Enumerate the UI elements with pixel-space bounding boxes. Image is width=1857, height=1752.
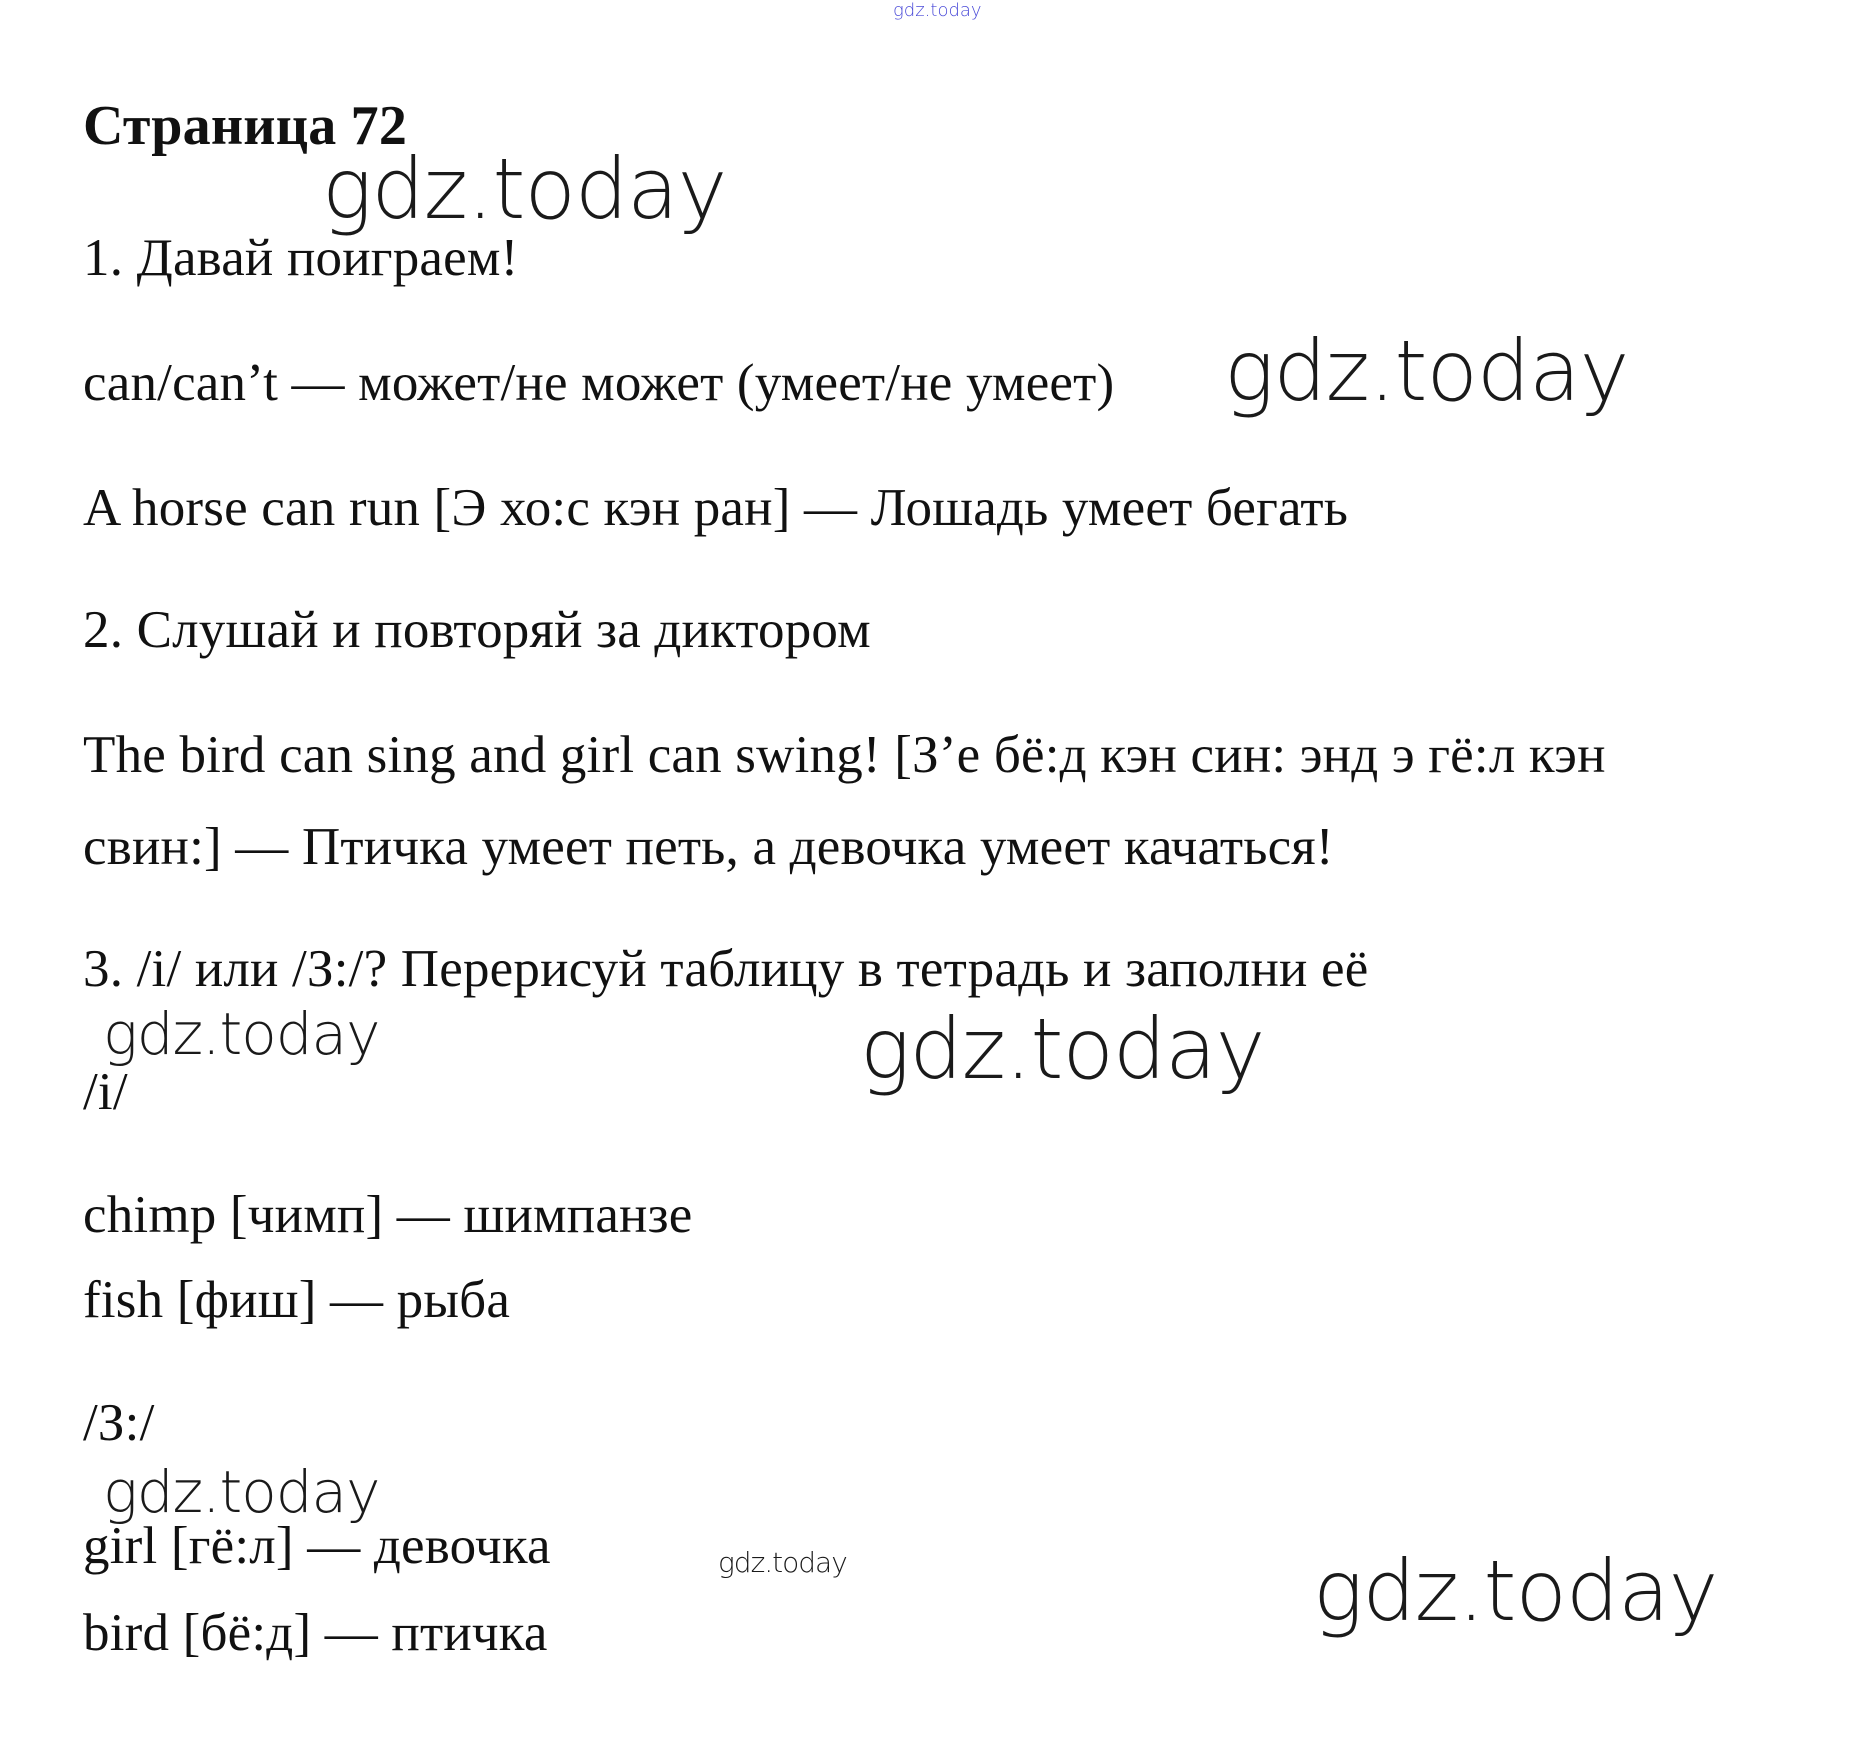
page-title: Страница 72 [83, 95, 408, 157]
watermark: gdz.today [103, 1458, 380, 1526]
sound-label-i: /i/ [83, 1063, 128, 1121]
watermark: gdz.today [322, 140, 727, 238]
watermark: gdz.today [860, 1000, 1265, 1098]
exercise-2-line-1: The bird can sing and girl can swing! [З’е бё:д кэн син: энд э гё:л кэн [83, 726, 1606, 784]
list-item: girl [гё:л] — девочка [83, 1517, 551, 1575]
list-item: bird [бё:д] — птичка [83, 1604, 548, 1662]
exercise-2-heading: 2. Слушай и повторяй за диктором [83, 601, 871, 659]
exercise-3-heading: 3. /i/ или /З:/? Перерисуй таблицу в тетрадь и заполни её [83, 940, 1369, 998]
sound-label-3: /З:/ [83, 1394, 155, 1452]
watermark-top: gdz.today [893, 0, 982, 21]
watermark: gdz.today [718, 1546, 847, 1579]
watermark: gdz.today [103, 1000, 380, 1068]
watermark: gdz.today [1224, 322, 1629, 420]
exercise-1-line-1: can/can’t — может/не может (умеет/не умеет) [83, 354, 1115, 412]
watermark: gdz.today [1313, 1542, 1718, 1640]
exercise-2-line-2: свин:] — Птичка умеет петь, а девочка умеет качаться! [83, 818, 1334, 876]
list-item: chimp [чимп] — шимпанзе [83, 1186, 693, 1244]
exercise-1-heading: 1. Давай поиграем! [83, 229, 519, 287]
list-item: fish [фиш] — рыба [83, 1271, 511, 1329]
exercise-1-line-2: A horse can run [Э хо:с кэн ран] — Лошадь умеет бегать [83, 479, 1349, 537]
